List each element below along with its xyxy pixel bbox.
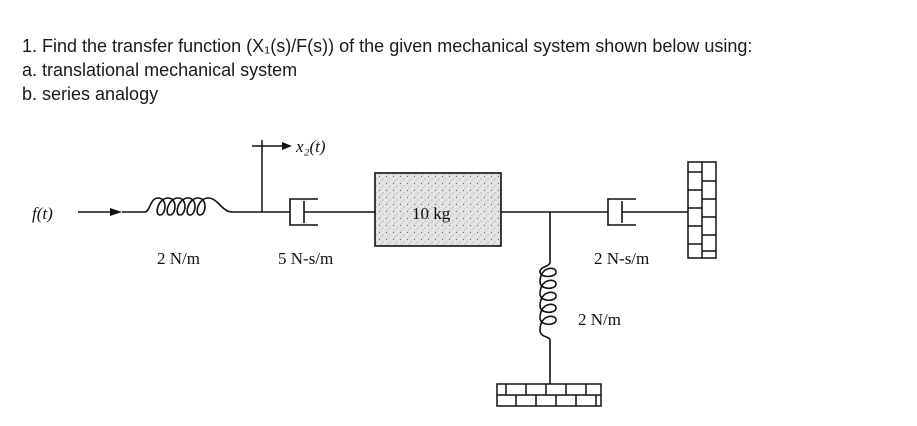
damper-2-label: 2 N-s/m bbox=[594, 249, 650, 268]
damper-1-label: 5 N-s/m bbox=[278, 249, 334, 268]
ground-bottom bbox=[497, 384, 601, 406]
question-part-a: a. translational mechanical system bbox=[22, 60, 298, 80]
damper-1 bbox=[262, 199, 375, 225]
displacement-x2-label: x₂(t) bbox=[296, 137, 326, 156]
mass-label: 10 kg bbox=[412, 204, 451, 223]
ground-right-wall bbox=[688, 162, 716, 258]
force-arrow bbox=[78, 208, 145, 216]
spring-1-label: 2 N/m bbox=[157, 249, 200, 268]
spring-2-label: 2 N/m bbox=[578, 310, 621, 329]
question-line-1: 1. Find the transfer function (X₁(s)/F(s)) of the given mechanical system shown below using: bbox=[22, 36, 753, 56]
spring-2 bbox=[540, 212, 556, 384]
spring-1 bbox=[145, 198, 262, 215]
question-part-b: b. series analogy bbox=[22, 84, 159, 104]
damper-2 bbox=[608, 199, 688, 225]
force-label: f(t) bbox=[32, 204, 53, 223]
displacement-x2-indicator bbox=[252, 140, 292, 212]
